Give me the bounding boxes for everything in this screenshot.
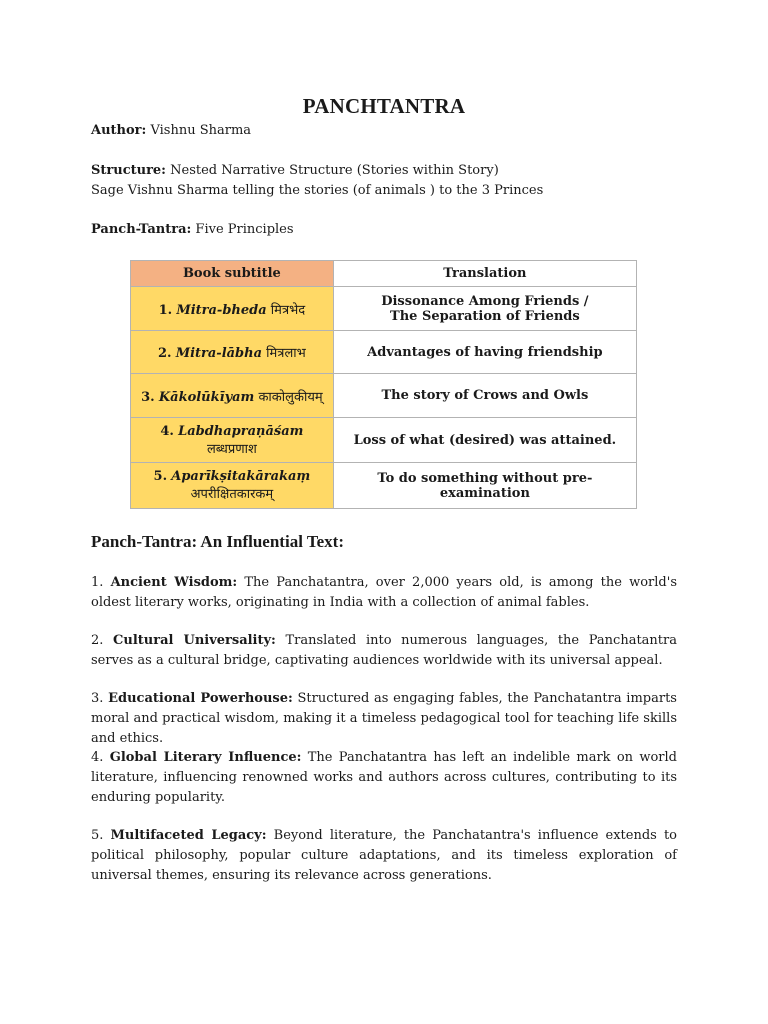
- table-row: [131, 418, 637, 463]
- item-label: Multifaceted Legacy:: [110, 828, 267, 843]
- subtitle-line: [135, 424, 329, 439]
- section-heading: Panch-Tantra: An Influential Text:: [91, 532, 344, 551]
- item-text: Beyond literature, the Panchatantra's influence extends to political philosophy, popular culture adaptations, and its timeless exploration of universal themes, ensuring its relevance across generations.: [91, 828, 678, 883]
- author-label: Author:: [91, 123, 147, 138]
- latin-title: Labdhapraṇāśam: [178, 423, 304, 439]
- list-item: [91, 748, 677, 808]
- row-number: 2.: [157, 346, 172, 361]
- list-item: [91, 573, 677, 613]
- page-title: PANCHTANTRA: [302, 94, 466, 118]
- structure-label: Structure:: [91, 163, 166, 178]
- subtitle-cell: [131, 374, 334, 418]
- item-label: Cultural Universality:: [113, 633, 276, 648]
- item-number: 1.: [91, 575, 104, 590]
- item-number: 3.: [91, 691, 104, 706]
- item-number: 2.: [91, 633, 104, 648]
- translation-line-2: The Separation of Friends: [390, 308, 580, 324]
- panch-tantra-value: Five Principles: [191, 222, 294, 237]
- structure-line-2: Sage Vishnu Sharma telling the stories (of animals ) to the 3 Princes: [91, 183, 544, 198]
- header-translation: Translation: [333, 261, 636, 287]
- table-row: [131, 374, 637, 418]
- structure-block: [91, 161, 543, 201]
- row-number: 1.: [158, 302, 173, 318]
- devanagari-title: मित्रभेद: [270, 302, 306, 318]
- panch-tantra-label: Panch-Tantra:: [91, 222, 192, 237]
- item-label: Educational Powerhouse:: [108, 691, 293, 706]
- panch-tantra-line: [91, 220, 294, 240]
- latin-title: Aparīkṣitakārakaṃ: [171, 469, 311, 484]
- list-item: [91, 631, 677, 671]
- header-book-subtitle: Book subtitle: [131, 261, 334, 287]
- author-value: Vishnu Sharma: [146, 123, 252, 138]
- subtitle-line: [135, 469, 329, 484]
- devanagari-title: अपरीक्षितकारकम्: [190, 487, 274, 502]
- item-label: Global Literary Influence:: [109, 750, 302, 765]
- item-text: The Panchatantra has left an indelible mark on world literature, influencing renowned works and authors across cultures, contributing to its enduring popularity.: [91, 750, 677, 805]
- item-text: Structured as engaging fables, the Panchatantra imparts moral and practical wisdom, making it a timeless pedagogical tool for teaching life skills and ethics.: [91, 691, 677, 746]
- row-number: 3.: [141, 389, 155, 405]
- table-row: [131, 287, 637, 331]
- item-number: 5.: [91, 828, 104, 843]
- translation-cell: [333, 287, 636, 331]
- translation-cell: Loss of what (desired) was attained.: [333, 418, 636, 463]
- subtitle-cell: [131, 463, 334, 509]
- devanagari-title: लब्धप्रणाश: [206, 441, 257, 457]
- latin-title: Mitra-bheda: [176, 302, 267, 318]
- subtitle-cell: [131, 287, 334, 331]
- subtitle-table: [130, 260, 637, 509]
- item-text: Translated into numerous languages, the Panchatantra serves as a cultural bridge, captivating audiences worldwide with its universal appeal.: [91, 633, 677, 668]
- devanagari-title: मित्रलाभ: [266, 346, 306, 361]
- latin-title: Kākolūkīyam: [158, 389, 255, 405]
- item-label: Ancient Wisdom:: [110, 575, 238, 590]
- author-line: [91, 121, 251, 141]
- list-item: [91, 689, 677, 749]
- row-number: 5.: [153, 469, 168, 484]
- structure-value: Nested Narrative Structure (Stories within Story): [166, 163, 499, 178]
- translation-cell: The story of Crows and Owls: [333, 374, 636, 418]
- latin-title: Mitra-lābha: [175, 346, 263, 361]
- translation-line: Dissonance Among Friends /: [381, 293, 589, 309]
- subtitle-cell: [131, 418, 334, 463]
- table-row: [131, 463, 637, 509]
- list-item: [91, 826, 677, 886]
- translation-cell: To do something without pre-examination: [333, 463, 636, 509]
- table-row: [131, 331, 637, 374]
- table-header-row: [131, 261, 637, 287]
- translation-cell: Advantages of having friendship: [333, 331, 636, 374]
- item-text: The Panchatantra, over 2,000 years old, is among the world's oldest literary works, originating in India with a collection of animal fables.: [91, 575, 677, 610]
- subtitle-cell: [131, 331, 334, 374]
- item-number: 4.: [91, 750, 104, 765]
- row-number: 4.: [160, 423, 174, 439]
- devanagari-title: काकोलुकीयम्: [258, 389, 323, 405]
- structure-line: [91, 161, 543, 181]
